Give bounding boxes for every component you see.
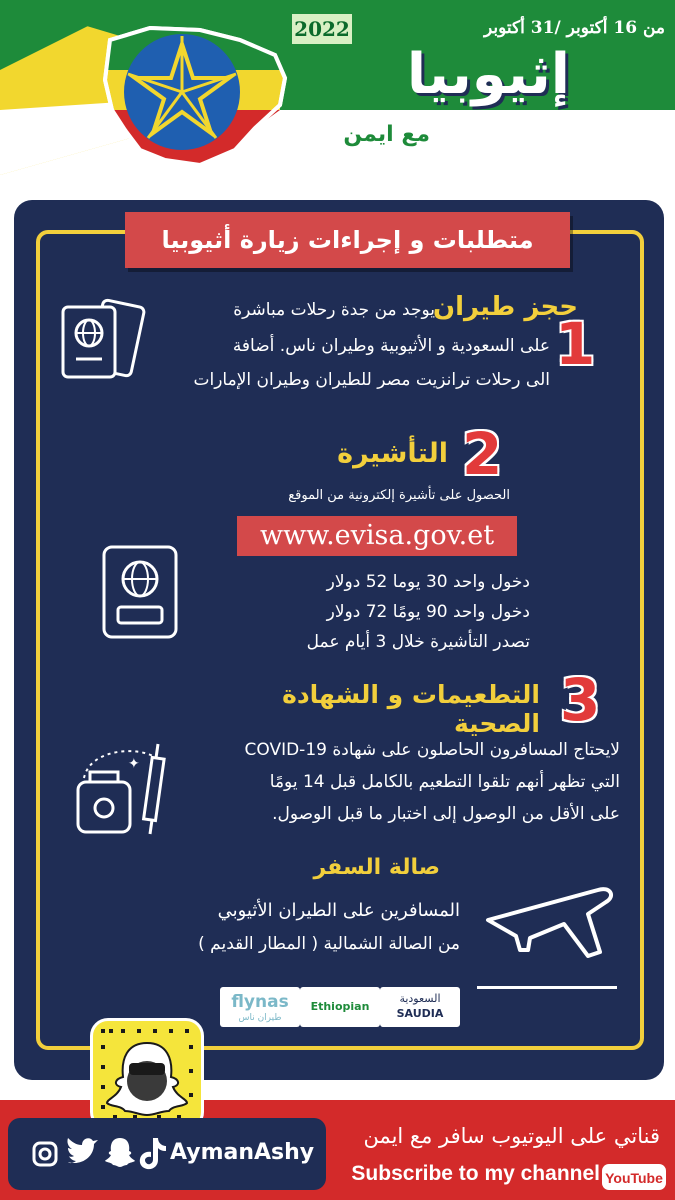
year-badge: 2022 [292, 14, 352, 44]
section-1-number: 1 [555, 310, 596, 378]
instagram-icon[interactable] [34, 1143, 56, 1165]
airplane-icon [478, 880, 618, 960]
ethiopian-logo: Ethiopian [300, 987, 380, 1027]
section-4-title: صالة السفر [313, 855, 440, 880]
divider-line [477, 986, 617, 989]
section-4-line-1: المسافرين على الطيران الأثيوبي [217, 900, 460, 921]
section-1-line-3: الى رحلات ترانزيت مصر للطيران وطيران الإمارات [193, 370, 550, 390]
section-3-line-3: على الأقل من الوصول إلى اختبار ما قبل الوصول. [272, 804, 620, 824]
youtube-label: YouTube [605, 1170, 663, 1186]
section-2-line-3: تصدر التأشيرة خلال 3 أيام عمل [306, 632, 530, 652]
flynas-logo: flynas طيران ناس [220, 987, 300, 1027]
section-2-number: 2 [462, 420, 503, 488]
youtube-logo-icon[interactable] [602, 1162, 666, 1192]
snapcode [90, 1018, 204, 1130]
section-2-intro: الحصول على تأشيرة إلكترونية من الموقع [288, 488, 510, 503]
page-subtitle: مع ايمن [343, 122, 430, 147]
vaccine-syringe-icon [70, 738, 182, 838]
section-3-number: 3 [560, 666, 601, 734]
tiktok-icon[interactable] [140, 1138, 166, 1169]
passport-tickets-icon [58, 295, 148, 390]
section-1-line-1: يوجد من جدة رحلات مباشرة [233, 300, 435, 320]
subscribe-text: Subscribe to my channel [351, 1162, 600, 1185]
snapchat-icon[interactable] [105, 1138, 135, 1167]
section-3-title: التطعيمات و الشهادة الصحية [282, 680, 540, 738]
section-1-line-2: على السعودية و الأثيوبية وطيران ناس. أضافة [232, 336, 550, 356]
snapchat-ghost-icon [93, 1021, 201, 1127]
svg-text:✦: ✦ [128, 756, 140, 772]
section-3-line-2: التي تظهر أنهم تلقوا التطعيم بالكامل قبل 14 يومًا [269, 772, 620, 792]
section-4-line-2: من الصالة الشمالية ( المطار القديم ) [198, 934, 460, 954]
twitter-icon[interactable] [67, 1138, 98, 1163]
card-title-ribbon: متطلبات و إجراءات زيارة أثيوبيا [125, 212, 570, 268]
evisa-url-link[interactable]: www.evisa.gov.et [237, 516, 517, 556]
header-banner [0, 0, 675, 175]
section-2-line-2: دخول واحد 90 يومًا 72 دولار [326, 602, 530, 622]
section-2-line-1: دخول واحد 30 يوما 52 دولار [326, 572, 530, 592]
saudia-logo: السعودية SAUDIA [380, 987, 460, 1027]
social-icons [8, 1118, 168, 1190]
section-1-title: حجز طيران [432, 292, 578, 322]
section-2-title: التأشيرة [337, 438, 448, 469]
passport-globe-icon [100, 543, 182, 641]
section-3-line-1: لايحتاج المسافرون الحاصلون على شهادة COVID-19 [244, 740, 620, 760]
page-title: إثيوبيا [406, 42, 570, 107]
channel-arabic-text: قناتي على اليوتيوب سافر مع ايمن [363, 1124, 660, 1148]
date-range: من 16 أكتوبر /31 أكتوبر [484, 18, 665, 38]
social-handle-text: AymanAshy [170, 1140, 315, 1165]
